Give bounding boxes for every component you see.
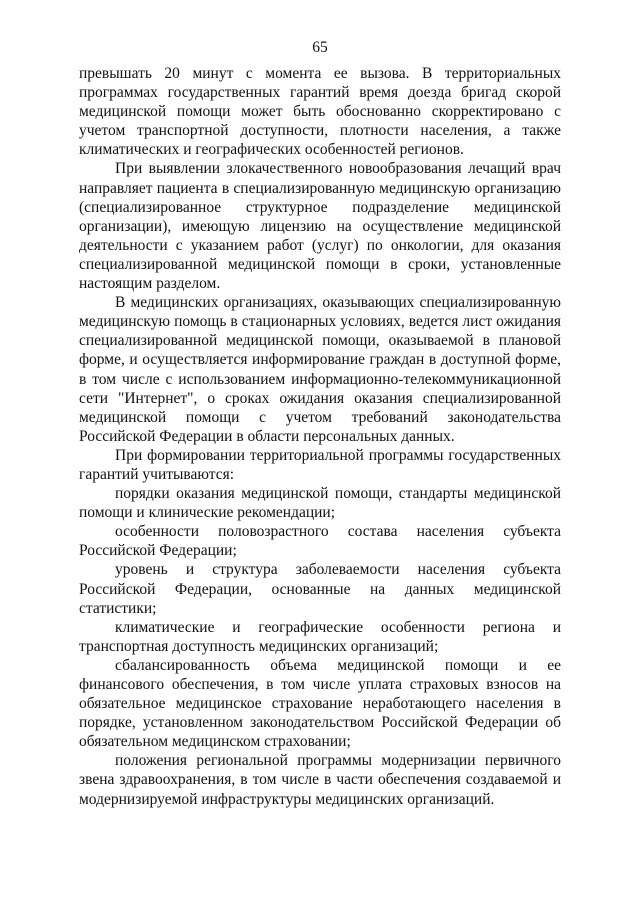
- list-item-care-procedures: порядки оказания медицинской помощи, стандарты медицинской помощи и клинические рекомендации;: [79, 485, 561, 522]
- list-item-population-structure: особенности половозрастного состава населения субъекта Российской Федерации;: [79, 523, 561, 560]
- paragraph-oncology-referral: При выявлении злокачественного новообразования лечащий врач направляет пациента в специализированную медицинскую организацию (специализированное структурное подразделение медицинской организации), имеющую лицензию на осуществление медицинской деятельности с указанием работ (услуг) по онкологии, для оказания специализированной медицинской помощи в сроки, установленные настоящим разделом.: [79, 160, 561, 293]
- document-body: [79, 64, 561, 809]
- paragraph-program-factors-intro: При формировании территориальной программы государственных гарантий учитываются:: [79, 446, 561, 483]
- list-item-financial-balance: сбалансированность объема медицинской помощи и ее финансового обеспечения, в том числе уплата страховых взносов на обязательное медицинское страхование неработающего населения в порядке, установленном законодательством Российской Федерации об обязательном медицинском страховании;: [79, 656, 561, 751]
- page-number: 65: [312, 39, 328, 56]
- paragraph-continuation: превышать 20 минут с момента ее вызова. В территориальных программах государственных гарантий время доезда бригад скорой медицинской помощи может быть обоснованно скорректировано с учетом транспортной доступности, плотности населения, а также климатических и географических особенностей регионов.: [79, 65, 561, 159]
- list-item-morbidity: уровень и структура заболеваемости населения субъекта Российской Федерации, основанные на данных медицинской статистики;: [79, 561, 561, 617]
- list-item-modernization-program: положения региональной программы модернизации первичного звена здравоохранения, в том числе в части обеспечения создаваемой и модернизируемой инфраструктуры медицинских организаций.: [79, 752, 561, 808]
- paragraph-waiting-list: В медицинских организациях, оказывающих специализированную медицинскую помощь в стационарных условиях, ведется лист ожидания специализированной медицинской помощи, оказываемой в плановой форме, и осуществляется информирование граждан в доступной форме, в том числе с использованием информационно-телекоммуникационной сети "Интернет", о сроках ожидания оказания специализированной медицинской помощи с учетом требований законодательства Российской Федерации в области персональных данных.: [79, 294, 561, 445]
- list-item-climate-geography: климатические и географические особенности региона и транспортная доступность медицинских организаций;: [79, 618, 561, 655]
